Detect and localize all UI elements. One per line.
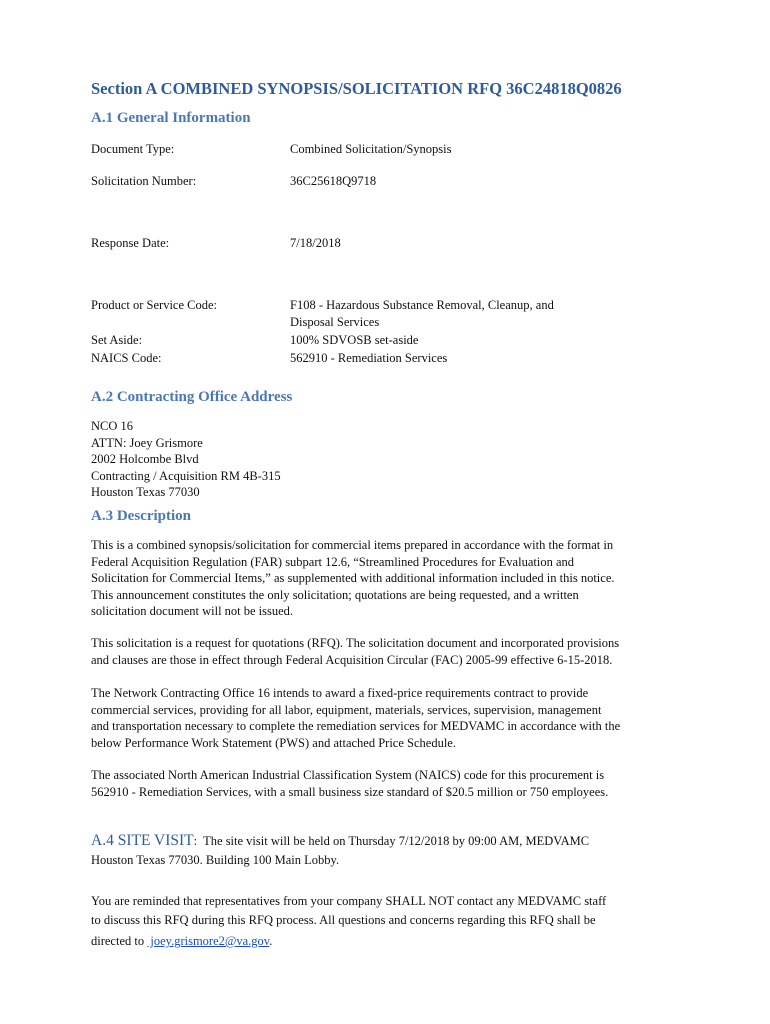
document-title: Section A COMBINED SYNOPSIS/SOLICITATION RFQ 36C24818Q0826: [91, 79, 622, 98]
paragraph-line: below Performance Work Statement (PWS) and attached Price Schedule.: [91, 735, 456, 750]
reminder-paragraph: [91, 892, 691, 951]
paragraph-line: This is a combined synopsis/solicitation for commercial items prepared in accordance with the format in: [91, 538, 614, 552]
response-date-label: Response Date:: [91, 236, 170, 250]
paragraph-line: to discuss this RFQ during this RFQ process. All questions and concerns regarding this RFQ shall be: [91, 913, 596, 927]
paragraph-line: This solicitation is a request for quotations (RFQ). The solicitation document and incorporated provisions: [91, 636, 620, 650]
solicitation-number-value: 36C25618Q9718: [290, 174, 377, 188]
product-service-code-label: Product or Service Code:: [91, 298, 218, 312]
set-aside-label: Set Aside:: [91, 333, 143, 347]
response-date-value: 7/18/2018: [290, 236, 341, 250]
paragraph-line: solicitation document will not be issued.: [91, 604, 294, 618]
directed-to-text: directed to: [91, 934, 148, 948]
address-line: ATTN: Joey Grismore: [91, 435, 203, 450]
set-aside-value: 100% SDVOSB set-aside: [290, 333, 419, 347]
paragraph-line: This announcement constitutes the only solicitation; quotations are being requested, and a written: [91, 587, 579, 602]
paragraph-line: and clauses are those in effect through Federal Acquisition Circular (FAC) 2005-99 effective 6-15-2018.: [91, 652, 613, 667]
address-line: Houston Texas 77030: [91, 485, 200, 499]
site-visit-text: The site visit will be held on Thursday 7/12/2018 by 09:00 AM, MEDVAMC: [197, 834, 590, 848]
site-visit-location: Houston Texas 77030. Building 100 Main Lobby.: [91, 853, 340, 867]
site-visit-colon: :: [193, 834, 198, 848]
section-a2-heading: A.2 Contracting Office Address: [91, 389, 293, 405]
document-type-label: Document Type:: [91, 142, 175, 156]
product-service-code-value-line1: F108 - Hazardous Substance Removal, Cleanup, and: [290, 298, 554, 312]
email-link[interactable]: joey.grismore2@va.gov: [147, 934, 270, 948]
paragraph-line: Federal Acquisition Regulation (FAR) subpart 12.6, “Streamlined Procedures for Evaluation and: [91, 554, 574, 569]
description-paragraph-2: [91, 635, 691, 668]
paragraph-line: The Network Contracting Office 16 intends to award a fixed-price requirements contract to provide: [91, 686, 589, 700]
address-line: Contracting / Acquisition RM 4B-315: [91, 468, 281, 483]
contracting-office-address: [91, 418, 281, 501]
section-a1-heading: A.1 General Information: [91, 110, 251, 126]
paragraph-line: 562910 - Remediation Services, with a small business size standard of $20.5 million or 750 employees.: [91, 784, 609, 799]
site-visit-line: [91, 832, 589, 850]
paragraph-line: The associated North American Industrial Classification System (NAICS) code for this procurement is: [91, 768, 605, 782]
product-service-code-value-line2: Disposal Services: [290, 315, 380, 329]
period-text: .: [269, 934, 273, 948]
naics-code-value: 562910 - Remediation Services: [290, 351, 448, 365]
description-paragraph-1: [91, 537, 691, 620]
naics-code-label: NAICS Code:: [91, 351, 162, 365]
section-a3-heading: A.3 Description: [91, 508, 191, 524]
description-paragraph-4: [91, 767, 691, 800]
description-paragraph-3: [91, 685, 691, 751]
document-type-value: Combined Solicitation/Synopsis: [290, 142, 452, 156]
paragraph-line: Solicitation for Commercial Items,” as supplemented with additional information included in this notice.: [91, 571, 615, 585]
address-line: 2002 Holcombe Blvd: [91, 452, 199, 466]
address-line: NCO 16: [91, 419, 134, 433]
solicitation-number-label: Solicitation Number:: [91, 174, 197, 188]
paragraph-line: commercial services, providing for all labor, equipment, materials, services, supervision, management: [91, 702, 602, 717]
paragraph-line: [91, 932, 691, 951]
paragraph-line: You are reminded that representatives from your company SHALL NOT contact any MEDVAMC staff: [91, 894, 607, 908]
paragraph-line: and transportation necessary to complete the remediation services for MEDVAMC in accordance with the: [91, 719, 621, 733]
section-a4-heading: A.4 SITE VISIT: [91, 832, 194, 849]
